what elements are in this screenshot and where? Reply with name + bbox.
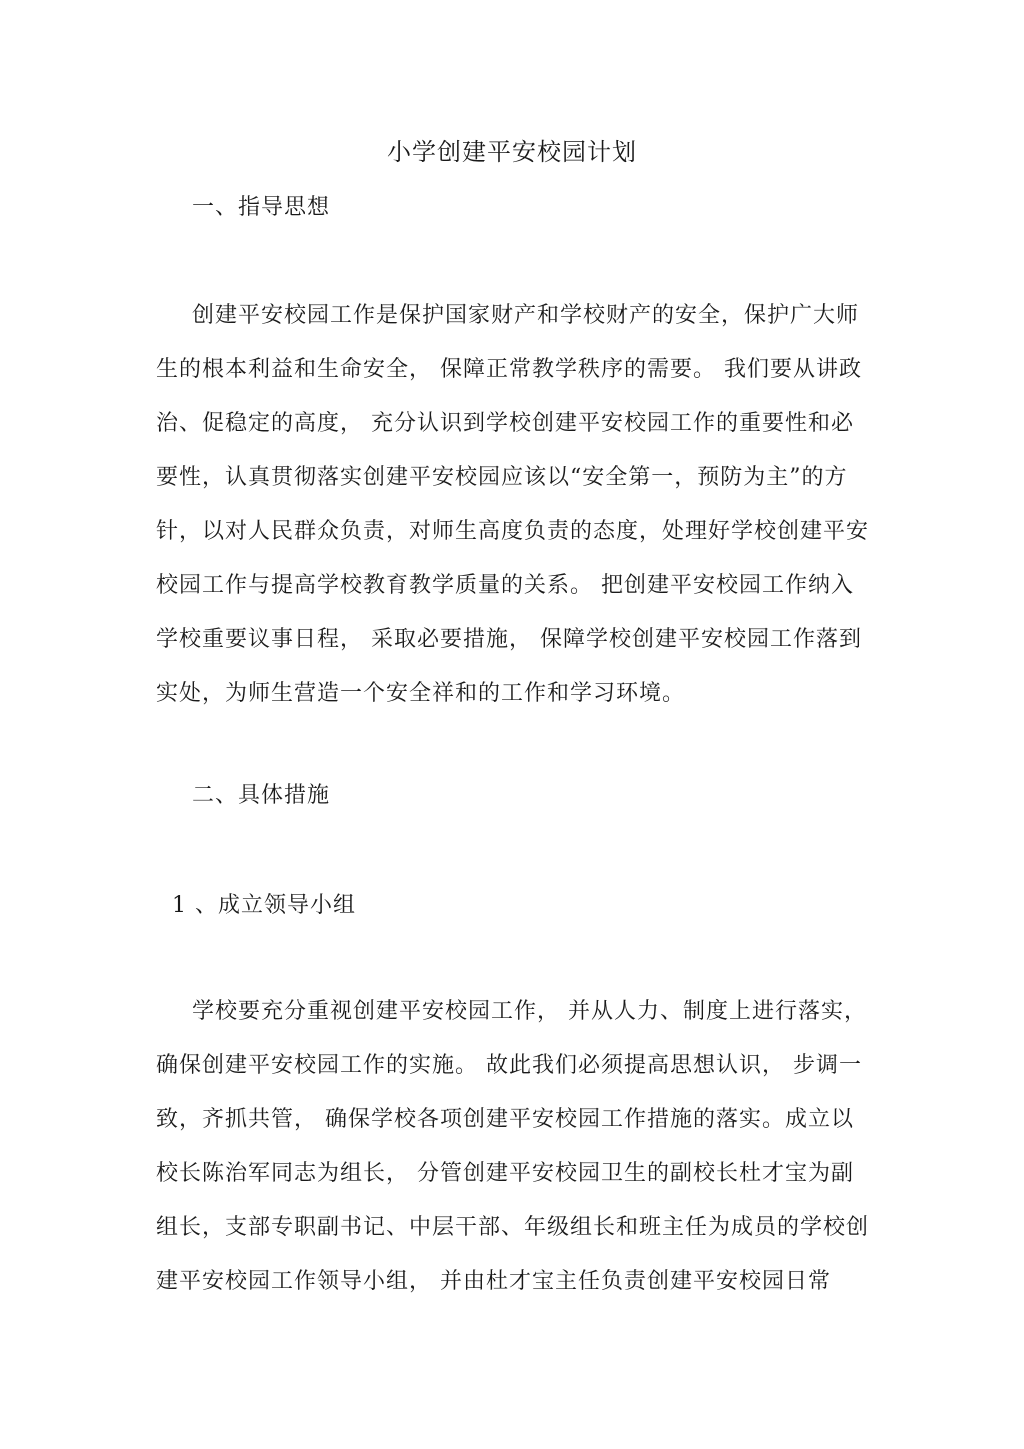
document-title: 小学创建平安校园计划 xyxy=(387,138,637,166)
subsection-paragraph-leadership-group: 学校要充分重视创建平安校园工作， 并从人力、制度上进行落实，确保创建平安校园工作的实施。 故此我们必须提高思想认识， 步调一致，齐抓共管， 确保学校各项创建平安校园工作措施的落实。成立以校长陈治军同志为组长， 分管创建平安校园卫生的副校长杜才宝为副组长，支部专职副书记、中层干部、年级组长和班主任为成员的学校创建平安校园工作领导小组， 并由杜才宝主任负责创建平安校园日常 xyxy=(156,999,870,1294)
section-heading-guiding-thought: 一、指导思想 xyxy=(192,195,331,220)
section-paragraph-guiding-thought: 创建平安校园工作是保护国家财产和学校财产的安全，保护广大师生的根本利益和生命安全， 保障正常教学秩序的需要。 我们要从讲政治、促稳定的高度， 充分认识到学校创建平安校园工作的重要性和必要性，认真贯彻落实创建平安校园应该以“安全第一，预防为主”的方针，以对人民群众负责，对师生高度负责的态度，处理好学校创建平安校园工作与提高学校教育教学质量的关系。 把创建平安校园工作纳入学校重要议事日程， 采取必要措施， 保障学校创建平安校园工作落到实处，为师生营造一个安全祥和的工作和学习环境。 xyxy=(156,303,870,706)
subsection-heading-leadership-group: 1 、成立领导小组 xyxy=(172,893,356,918)
section-heading-measures: 二、具体措施 xyxy=(192,783,331,808)
